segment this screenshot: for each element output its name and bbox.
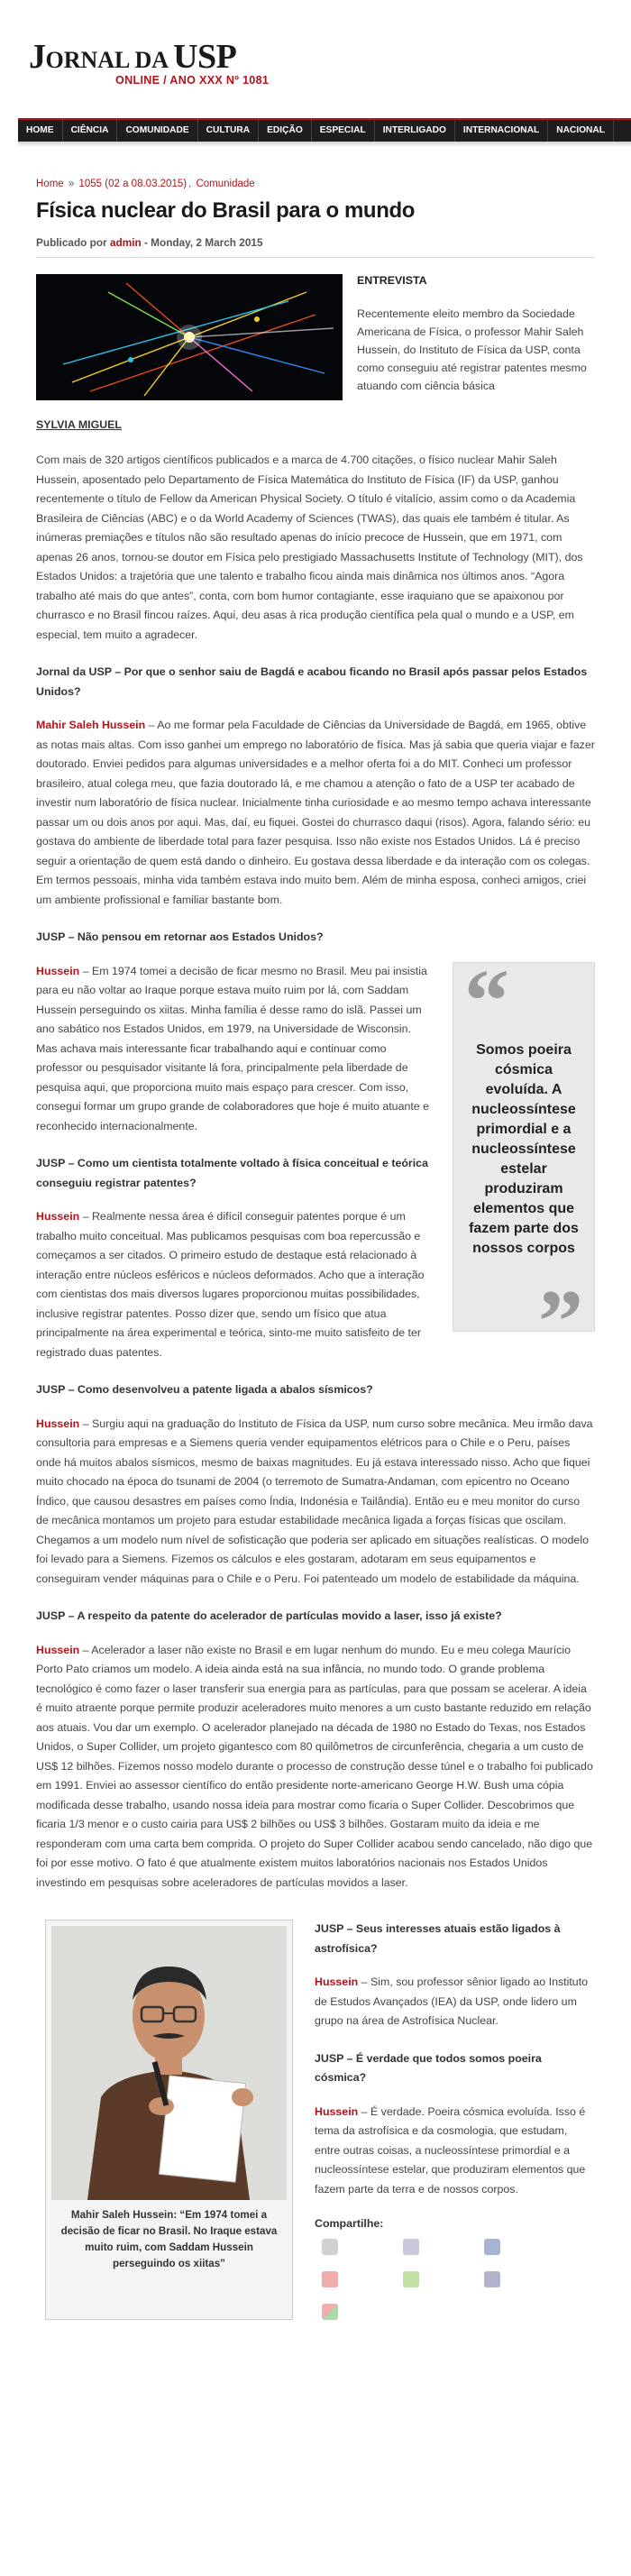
logo-letter: J [29,38,46,76]
byline[interactable]: SYLVIA MIGUEL [36,418,122,431]
question-text: – Como desenvolveu a patente ligada a abalos sísmicos? [65,1383,373,1396]
nav-item-ciencia[interactable]: CIÊNCIA [63,120,118,142]
question-label: JUSP [36,1157,66,1169]
twitter-share-icon[interactable] [403,2239,419,2255]
question-text: – Como um cientista totalmente voltado à física conceitual e teórica conseguiu registrar patentes? [36,1157,428,1189]
intro-summary: Recentemente eleito membro da Sociedade Americana de Física, o professor Mahir Saleh Hussein, do Instituto de Física da USP, conta como conseguiu até registrar patentes mesmo atuando com ciência básica [357,307,587,392]
answer-label: Hussein [315,2104,359,2118]
answer-text: – Acelerador a laser não existe no Brasil e em lugar nenhum do mundo. Eu e meu colega Maurício Porto Pato criamos um modelo. A ideia ainda está na sua infância, no mundo todo. O grande problema tecnológico é como fazer o laser transferir sua energia para as partículas, para que possam se acelerar. A ideia é muito atraente porque permite produzir aceleradores muito menores a um custo bastante reduzido em relação aos atuais. Vou dar um exemplo. O acelerador planejado na década de 1980 no Estado do Texas, nos Estados Unidos, o Super Collider, um projeto gigantesco com 80 quilômetros de circunferência, chegaria a um custo de US$ 12 bilhões. Fizemos nosso modelo durante o processo de construção desse túnel e o trabalho foi publicado em 1991. Enviei ao assessor científico do então presidente norte-americano George H.W. Bush uma cópia modificada desse trabalho, usando nossa ideia para mostrar como ficaria o Super Collider. Descobrimos que ficaria 1/3 menor e o custo cairia para US$ 2 bilhões ou US$ 3 bilhões. Gostaram muito da ideia e me responderam com uma carta bem comprida. O projeto do Super Collider acabou sendo cancelado, não digo que foi por esse motivo. O fato é que atualmente existem muitos laboratórios nacionais nos Estados Unidos investindo em pesquisas sobre aceleradores de partículas movidos a laser. [36,1643,593,1889]
breadcrumb-separator: , [188,179,192,189]
nav-item-comunidade[interactable]: COMUNIDADE [117,120,197,142]
question-label: JUSP [36,930,66,943]
breadcrumb-issue-link[interactable]: 1055 (02 a 08.03.2015) [78,179,187,189]
answer-label: Hussein [36,1643,80,1656]
answer-6 [315,1973,595,2031]
answer-label: Hussein [315,1976,359,1988]
question-label: JUSP [315,1922,344,1935]
photo-caption: Mahir Saleh Hussein: “Em 1974 tomei a decisão de ficar no Brasil. No Iraque estava muito ruim, com Saddam Hussein perseguindo os xiitas” [60,2209,278,2269]
right-column [315,1920,595,2320]
question-3 [36,1154,433,1193]
intro-label: ENTREVISTA [357,274,427,287]
share-buttons [315,2239,595,2320]
bottom-section [36,1920,595,2320]
breadcrumb-home-link[interactable]: Home [36,179,64,189]
masthead [0,0,631,113]
answer-label: Mahir Saleh Hussein [36,719,146,731]
share-title: Compartilhe: [315,2217,384,2230]
edition-subtitle: ONLINE / ANO XXX Nº 1081 [115,74,270,87]
question-4 [36,1380,595,1400]
answer-label: Hussein [36,1416,80,1430]
answer-7 [315,2103,595,2200]
breadcrumb [36,179,595,189]
question-label: JUSP [36,1609,66,1622]
question-label: Jornal da USP [36,665,112,678]
answer-text: – Surgiu aqui na graduação do Instituto de Física da USP, num curso sobre mecânica. Meu irmão dava consultoria para empresas e a Siemens queria vender equipamentos elétricos para o Chile e o Peru, países onde há muitos abalos sísmicos, mesmo de baixas magnitudes. Eu já estava interessado nisso. Acho que fiquei muito chocado na época do tsunami de 2004 (o terremoto de Sumatra-Andaman, com epicentro no Oceano Índico, que causou desastres em países como Índia, Indonésia e Tailândia). Então eu e meu monitor do curso de mecânica montamos um projeto para estudar estabilidade mecânica ligada a forças físicas que oscilam. Chegamos a um modelo num nível de sofisticação que poderia ser aplicado em situações realísticas. O modelo foi levado para a Siemens. Fizemos os cálculos e eles gostaram, adotaram em seus equipamentos e conseguiram vender máquinas para o Chile e o Peru. Foi patenteado um modelo de estabilidade da máquina. [36,1416,593,1585]
pullquote-row-text [36,948,433,1363]
nav-item-nacional[interactable]: NACIONAL [548,120,614,142]
meta-prefix: Publicado por [36,236,110,249]
pullquote-text: Somos poeira cósmica evoluída. A nucleossíntese primordial e a nucleossíntese estelar produziram elementos que fazem parte dos nossos corpos [469,1041,579,1256]
pullquote [453,949,595,1371]
answer-label: Hussein [36,1210,80,1223]
breadcrumb-section-link[interactable]: Comunidade [196,179,255,189]
question-5 [36,1607,595,1627]
close-quote-icon: ” [538,1270,583,1371]
lead-paragraph: Com mais de 320 artigos científicos publicados e a marca de 4.700 citações, o físico nuclear Mahir Saleh Hussein, aposentado pelo Departamento de Física Matemática do Instituto de Física (IF) da USP, ganhou recentemente o título de Fellow da American Physical Society. O título é vitalício, assim como o da Academia Brasileira de Ciências (ABC) e o da World Academy of Sciences (TWAS), das quais ele também é titular. As inúmeras premiações e títulos não são resultado apenas do início precoce de Hussein, que em 1971, com apenas 26 anos, tornou-se doutor em Física pelo prestigiado Massachusetts Institute of Technology (MIT), dos Estados Unidos: a trajetória que une talento e trabalho ficou ainda mais dinâmica nos últimos anos. “Agora trabalho até mais do que antes”, conta, com bom humor contagiante, esse iraquiano que se apaixonou por churrasco e no Brasil fincou raízes. Aqui, deu asas à rica produção científica pela qual o mundo e a USP, em especial, tem muito a agradecer. [36,454,583,641]
facebook-share-icon[interactable] [484,2239,500,2255]
windows-share-icon[interactable] [322,2304,338,2320]
question-1 [36,663,595,701]
answer-text: – Realmente nessa área é difícil conseguir patentes porque é um trabalho muito conceitual. Mas publicamos pesquisas com boa repercussão e começamos a ser citados. O primeiro estudo de destaque está relacionado à interação entre núcleos esféricos e núcleos deformados. Acho que a interação com cientistas dos mais diversos lugares proporcionou muitas possibilidades, inclusive registrar patentes. Posso dizer que, sendo um físico que atua principalmente na área experimental e teórica, sinto-me muito satisfeito de ter registrado duas patentes. [36,1210,425,1359]
answer-text: – Sim, sou professor sênior ligado ao Instituto de Estudos Avançados (IEA) da USP, onde lidero um grupo na área de Astrofísica Nuclear. [315,1976,589,2027]
question-label: JUSP [315,2051,344,2065]
article-title: Física nuclear do Brasil para o mundo [36,198,415,223]
meta-date: - Monday, 2 March 2015 [141,236,263,249]
portrait-photo [51,1926,287,2200]
question-2 [36,928,595,948]
question-6 [315,1920,595,1958]
nav-item-interligado[interactable]: INTERLIGADO [375,120,455,142]
intro-text [357,274,595,400]
answer-text: – Ao me formar pela Faculdade de Ciências da Universidade de Bagdá, em 1965, obtive as notas mais altas. Com isso ganhei um emprego no laboratório de física. Mas já sabia que queria viajar e fazer doutorado. Enviei pedidos para algumas universidades e a melhor oferta foi a do MIT. Conheci um professor brasileiro, atual colega meu, que fazia doutorado lá, e me chamou a atenção o fato de a USP ter acabado de investir num laboratório de física nuclear. Inicialmente tinha curiosidade e ao mesmo tempo achava interessante passar um ou dois anos por aqui. Mas, daí, eu fiquei. Gostei do churrasco daqui (risos). Agora, falando sério: eu gostava do ambiente de liberdade total para fazer pesquisa. Isso não existe nos Estados Unidos. Lá é preciso seguir a orientação de quem está dando o dinheiro. Eu gostava dessa liberdade e da interação com os colegas. Em termos pessoais, minha vida também estava indo muito bem. Além de minha esposa, conheci amigos, criei um ambiente profissional e familiar bastante bom. [36,719,595,906]
question-7 [315,2049,595,2088]
main-nav [18,118,631,142]
question-text: – Por que o senhor saiu de Bagdá e acabou ficando no Brasil após passar pelos Estados Unidos? [36,665,588,698]
article-content [36,179,595,2320]
nav-item-edicao[interactable]: EDIÇÃO [259,120,312,142]
question-text: – A respeito da patente do acelerador de partículas movido a laser, isso já existe? [65,1609,502,1622]
answer-3 [36,1207,433,1362]
answer-5 [36,1641,595,1893]
question-text: – É verdade que todos somos poeira cósmica? [315,2051,542,2084]
answer-1 [36,716,595,910]
question-text: – Não pensou em retornar aos Estados Unidos? [65,930,324,943]
question-label: JUSP [36,1383,66,1396]
answer-text: – Em 1974 tomei a decisão de ficar mesmo no Brasil. Meu pai insistia para eu não voltar ao Iraque porque estava muito ruim por lá, com Saddam Hussein perseguindo os xiitas. Minha família é desse ramo do islã. Passei um ano sabático nos Estados Unidos, em 1979, na Universidade de Wisconsin. Mas achava mais interessante ficar trabalhando aqui e continuar como professor ou pesquisador visitante lá fora, principalmente pela liberdade de pesquisa aqui, que proporciona muito mais espaço para crescer. Com isso, consegui formar um grupo grande de colaboradores que hoje é muito atuante e reconhecido internacionalmente. [36,964,430,1132]
google-share-icon[interactable] [322,2271,338,2287]
email-share-icon[interactable] [322,2239,338,2255]
pullquote-row [36,948,595,1371]
question-text: – Seus interesses atuais estão ligados à astrofísica? [315,1922,561,1955]
answer-label: Hussein [36,964,80,977]
open-quote-icon: “ [464,949,509,1050]
logo-word: DA [128,47,174,73]
site-logo[interactable] [29,40,236,74]
answer-4 [36,1415,595,1590]
answer-text: – É verdade. Poeira cósmica evoluída. Isso é tema da astrofísica e da cosmologia, que estudam, entre outras coisas, a nucleossíntese primordial e a nucleossíntese estelar, que produziram elementos que fazem parte da terra e de nossos corpos. [315,2104,586,2196]
myspace-share-icon[interactable] [484,2271,500,2287]
breadcrumb-separator: » [68,179,75,189]
intro-block [36,274,595,400]
logo-word: USP [173,38,237,76]
particle-collision-image [36,274,343,400]
delicious-share-icon[interactable] [403,2271,419,2287]
nav-item-internacional[interactable]: INTERNACIONAL [455,120,548,142]
nav-item-home[interactable]: HOME [18,120,63,142]
nav-shadow [18,142,631,147]
article-meta [36,236,595,258]
nav-item-cultura[interactable]: CULTURA [198,120,259,142]
answer-2 [36,962,433,1137]
nav-item-especial[interactable]: ESPECIAL [312,120,375,142]
author-link[interactable]: admin [109,236,142,249]
photo-box [45,1920,293,2320]
logo-word: ORNAL [45,47,129,73]
